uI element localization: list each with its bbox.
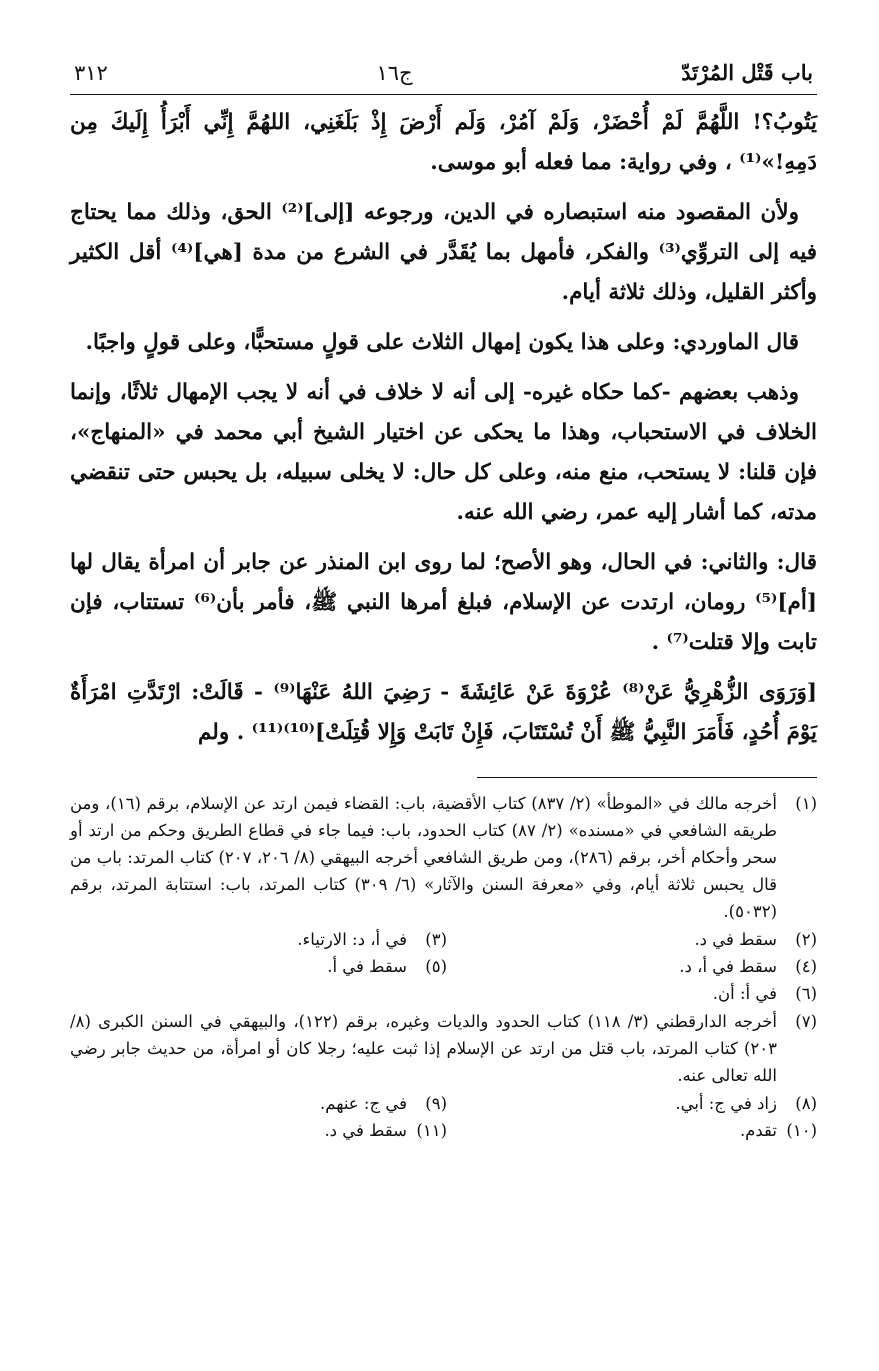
footnote-text: تقدم. (739, 1121, 777, 1140)
footnote-number: (١٠) (786, 1121, 817, 1140)
footnote-text: زاد في ج: أبي. (675, 1094, 777, 1113)
footnote-number: (٦) (795, 984, 817, 1003)
chapter-title: باب قَتْل المُرْتَدّ (681, 60, 813, 85)
footnote-number: (٣) (425, 930, 447, 949)
paragraph-5: قال: والثاني: في الحال، وهو الأصح؛ لما روى ابن المنذر عن جابر أن امرأة يقال لها [أم]⁽⁵⁾ رومان، ارتدت عن الإسلام، فبلغ أمرها النبي ﷺ، فأمر بأن⁽⁶⁾ تستتاب، فإن تابت وإلا قتلت⁽⁷⁾ . (70, 550, 817, 655)
footnote-text: سقط في أ، د. (679, 957, 777, 976)
footnote-separator (477, 777, 817, 778)
footnote-text: سقط في أ. (327, 957, 407, 976)
paragraph-3: قال الماوردي: وعلى هذا يكون إمهال الثلاث على قولٍ مستحبًّا، وعلى قولٍ واجبًا. (85, 330, 799, 355)
footnote-5 (77, 953, 447, 980)
footnote-row (70, 953, 817, 980)
footnote-number: (٥) (425, 957, 447, 976)
footnote-number: (٢) (795, 930, 817, 949)
running-header (70, 58, 817, 94)
paragraph-1: يَتُوبُ؟! اللَّهُمَّ لَمْ أُحْضَرْ، وَلَمْ آمُرْ، وَلَم أَرْضَ إِذْ بَلَغَنِي، اللهُمَّ إِنِّي أَبْرَأُ إِلَيكَ مِن دَمِهِ!»⁽¹⁾ ، وفي رواية: مما فعله أبو موسى. (70, 110, 817, 175)
footnote-8 (447, 1090, 817, 1117)
page-number: ٣١٢ (74, 61, 108, 85)
footnote-number: (١) (795, 794, 817, 813)
footnote-number: (٧) (795, 1012, 817, 1031)
footnotes (70, 790, 817, 1144)
footnote-6 (70, 980, 817, 1007)
footnote-text: سقط في د. (324, 1121, 407, 1140)
main-text (70, 103, 817, 753)
footnote-row (70, 1117, 817, 1144)
footnote-text: في أ، د: الارتياء. (297, 930, 407, 949)
paragraph-2: ولأن المقصود منه استبصاره في الدين، ورجوعه [إلى]⁽²⁾ الحق، وذلك مما يحتاج فيه إلى التروِّي⁽³⁾ والفكر، فأمهل بما يُقَدَّر في الشرع من مدة [هي]⁽⁴⁾ أقل الكثير وأكثر القليل، وذلك ثلاثة أيام. (70, 200, 817, 305)
footnote-number: (٩) (425, 1094, 447, 1113)
footnote-text: أخرجه الدارقطني (٣/ ١١٨) كتاب الحدود والديات وغيره، برقم (١٢٢)، والبيهقي في السنن الكبرى (٨/ ٢٠٣) كتاب المرتد، باب قتل من ارتد عن الإسلام إذا ثبت عليه؛ رجلا كان أو امرأة، من حديث جابر رضي الله تعالى عنه. (70, 1012, 777, 1085)
footnote-number: (٨) (795, 1094, 817, 1113)
footnote-1 (70, 790, 817, 925)
footnote-number: (١١) (416, 1121, 447, 1140)
footnote-row (70, 1090, 817, 1117)
footnote-7 (70, 1008, 817, 1089)
footnote-number: (٤) (795, 957, 817, 976)
footnote-9 (77, 1090, 447, 1117)
footnote-10 (447, 1117, 817, 1144)
footnote-text: أخرجه مالك في «الموطأ» (٢/ ٨٣٧) كتاب الأقضية، باب: القضاء فيمن ارتد عن الإسلام، برقم (١٦)، ومن طريقه الشافعي في «مسنده» (٢/ ٨٧) كتاب الحدود، باب: فيما جاء في قطاع الطريق وحكم من ارتد أو سحر وأحكام أخر، برقم (٢٨٦)، ومن طريق الشافعي أخرجه البيهقي (٨/ ٢٠٦، ٢٠٧) كتاب المرتد: باب من قال يحبس ثلاثة أيام، وفي «معرفة السنن والآثار» (٦/ ٣٠٩) كتاب المرتد، باب: استتابة المرتد، برقم (٥٠٣٢). (70, 794, 777, 921)
footnote-2 (447, 926, 817, 953)
paragraph-6: [وَرَوَى الزُّهْرِيُّ عَنْ⁽⁸⁾ عُرْوَةَ عَنْ عَائِشَةَ - رَضِيَ اللهُ عَنْهَا⁽⁹⁾ - قَالَتْ: ارْتَدَّتِ امْرَأَةٌ يَوْمَ أُحُدٍ، فَأَمَرَ النَّبِيُّ ﷺ أَنْ تُسْتَتَابَ، فَإِنْ تَابَتْ وَإِلا قُتِلَتْ]⁽¹⁰⁾⁽¹¹⁾ . ولم (70, 680, 817, 745)
footnote-4 (447, 953, 817, 980)
footnote-11 (77, 1117, 447, 1144)
footnote-3 (77, 926, 447, 953)
footnote-text: سقط في د. (694, 930, 777, 949)
header-rule (70, 94, 817, 95)
footnote-row (70, 926, 817, 953)
footnote-text: في ج: عنهم. (320, 1094, 407, 1113)
paragraph-4: وذهب بعضهم -كما حكاه غيره- إلى أنه لا خلاف في أنه لا يجب الإمهال ثلاثًا، وإنما الخلاف في الاستحباب، وهذا ما يحكى عن اختيار الشيخ أبي محمد في «المنهاج»، فإن قلنا: لا يستحب، منع منه، وعلى كل حال: لا يخلى سبيله، بل يحبس حتى تنقضي مدته، كما أشار إليه عمر، رضي الله عنه. (70, 380, 817, 525)
footnote-text: في أ: أن. (712, 984, 777, 1003)
volume-label: ج١٦ (376, 61, 413, 85)
